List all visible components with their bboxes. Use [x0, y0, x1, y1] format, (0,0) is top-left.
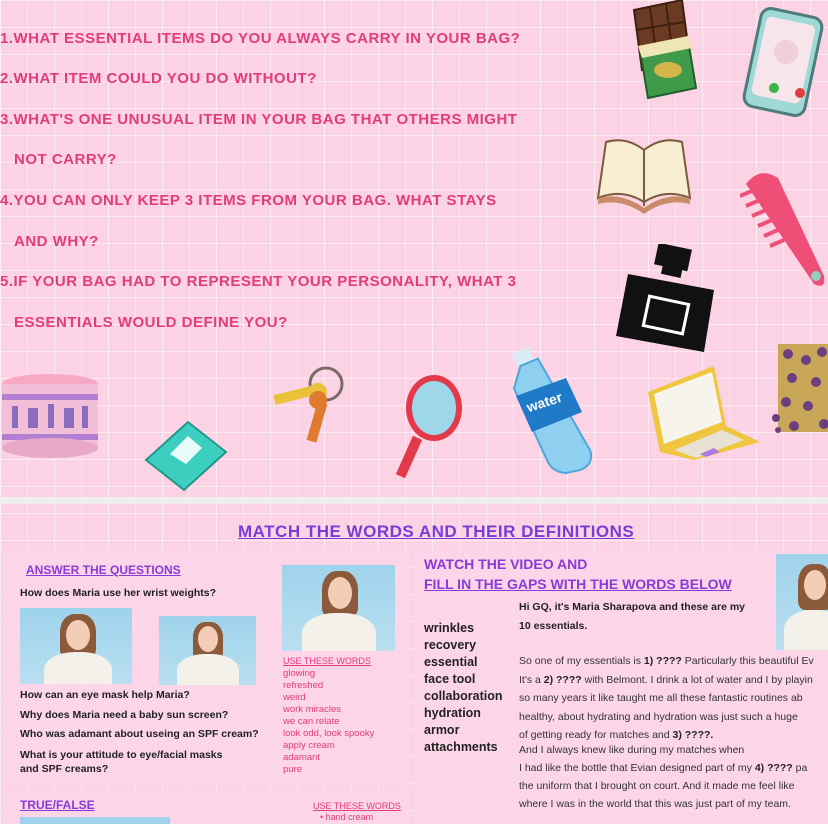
question-wrist-weights: How does Maria use her wrist weights?	[20, 587, 217, 599]
water-label: water	[524, 388, 565, 416]
fill-gaps-title: FILL IN THE GAPS WITH THE WORDS BELOW	[424, 576, 732, 592]
wet-wipes-icon	[140, 416, 230, 492]
question-3: 3.WHAT'S ONE UNUSUAL ITEM IN YOUR BAG THAT OTHERS MIGHT	[0, 111, 518, 128]
watch-video-panel	[414, 550, 828, 824]
transcript-line: And I always knew like during my matches when	[519, 744, 745, 756]
maria-photo-1	[20, 608, 132, 684]
maria-video-photo	[776, 554, 828, 650]
transcript-line: It's a 2) ???? with Belmont. I drink a lot of water and I by playin	[519, 674, 813, 686]
use-word: apply cream	[283, 740, 335, 751]
question-baby-sunscreen: Why does Maria need a baby sun screen?	[20, 709, 229, 721]
tf-use-words-title: USE THESE WORDS	[313, 801, 401, 811]
maria-photo-2	[159, 616, 256, 685]
tf-photo	[20, 817, 170, 824]
use-word: we can relate	[283, 716, 340, 727]
use-word: adamant	[283, 752, 320, 763]
chocolate-icon	[624, 0, 704, 100]
gap-word: collaboration	[424, 689, 503, 703]
question-spf-cream: Who was adamant about useing an SPF cream?	[20, 728, 259, 740]
gap-word: essential	[424, 655, 478, 669]
question-4: 4.YOU CAN ONLY KEEP 3 ITEMS FROM YOUR BAG. WHAT STAYS	[0, 192, 497, 209]
gap-word-list	[424, 620, 502, 756]
use-word: work miracles	[283, 704, 342, 715]
tf-word: • hand cream	[320, 812, 374, 822]
intro-line-2: 10 essentials.	[519, 620, 588, 632]
use-word: pure	[283, 764, 303, 775]
maria-photo-3	[282, 565, 395, 651]
true-false-title: TRUE/FALSE	[20, 798, 95, 812]
question-2: 2.WHAT ITEM COULD YOU DO WITHOUT?	[0, 70, 317, 87]
book-icon	[592, 132, 696, 216]
use-words-list	[283, 668, 374, 776]
laptop-icon	[644, 362, 762, 460]
watch-video-title: WATCH THE VIDEO AND	[424, 556, 588, 572]
transcript-line: So one of my essentials is 1) ???? Particularly this beautiful Ev	[519, 655, 814, 667]
question-1: 1.WHAT ESSENTIAL ITEMS DO YOU ALWAYS CARRY IN YOUR BAG?	[0, 30, 521, 47]
question-5: 5.IF YOUR BAG HAD TO REPRESENT YOUR PERSONALITY, WHAT 3	[0, 273, 517, 290]
transcript-line: where I was in the world that this was just part of my team.	[519, 798, 791, 810]
use-word: refreshed	[283, 680, 324, 691]
gap-word: recovery	[424, 638, 477, 652]
gap-word: wrinkles	[424, 621, 475, 635]
question-5-cont: ESSENTIALS WOULD DEFINE YOU?	[14, 314, 288, 331]
comb-icon	[740, 166, 828, 290]
use-word: weird	[283, 692, 306, 703]
keys-icon	[268, 362, 352, 444]
makeup-case-icon	[0, 370, 104, 462]
match-words-title: MATCH THE WORDS AND THEIR DEFINITIONS	[238, 522, 635, 541]
transcript-line: I had like the bottle that Evian designed part of my 4) ???? pa	[519, 762, 808, 774]
question-4-cont: AND WHY?	[14, 233, 99, 250]
use-word: glowing	[283, 668, 316, 679]
snack-bag-icon	[772, 340, 828, 436]
intro-line-1: Hi GQ, it's Maria Sharapova and these are my	[519, 601, 745, 613]
phone-icon	[738, 6, 828, 118]
transcript-line: the uniform that I brought on court. And it made me feel like	[519, 780, 795, 792]
section-divider	[0, 497, 828, 504]
answer-questions-panel	[2, 550, 410, 785]
use-word: look odd, look spooky	[283, 728, 375, 739]
water-bottle	[502, 346, 598, 476]
use-words-title: USE THESE WORDS	[283, 656, 371, 666]
gap-word: armor	[424, 723, 460, 737]
gap-word: attachments	[424, 740, 498, 754]
question-attitude: What is your attitude to eye/facial masks	[20, 749, 223, 761]
hand-mirror-icon	[390, 372, 466, 482]
transcript-line: so many years it like taught me all these fantastic routines ab	[519, 692, 803, 704]
answer-questions-title: ANSWER THE QUESTIONS	[26, 563, 181, 577]
gap-word: face tool	[424, 672, 476, 686]
transcript-line: healthy, about hydrating and hydration was just such a huge	[519, 711, 798, 723]
question-3-cont: NOT CARRY?	[14, 151, 117, 168]
question-eye-mask: How can an eye mask help Maria?	[20, 689, 190, 701]
transcript-line: of getting ready for matches and 3) ????.	[519, 729, 714, 741]
gap-word: hydration	[424, 706, 481, 720]
true-false-panel	[2, 789, 410, 824]
perfume-icon	[612, 244, 716, 354]
question-attitude-cont: and SPF creams?	[20, 763, 109, 775]
